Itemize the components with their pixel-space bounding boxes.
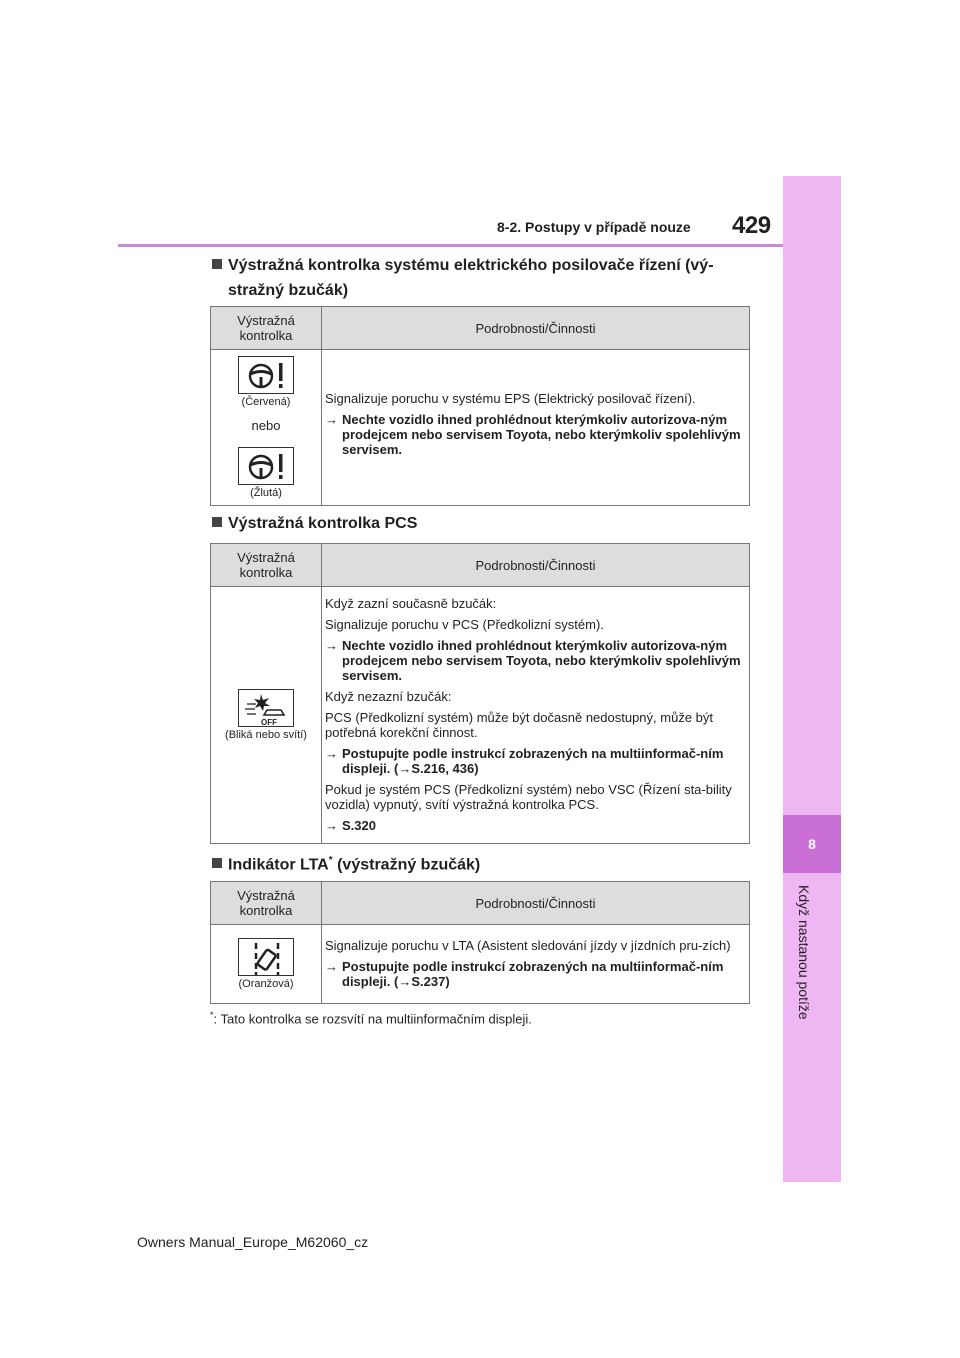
page-number: 429 [732, 212, 771, 239]
steering-warning-icon [238, 356, 294, 394]
svg-text:OFF: OFF [261, 718, 277, 727]
details-cell: Signalizuje poruchu v LTA (Asistent sledování jízdy v jízdních pru-zích) → Postupujte podle instrukcí zobrazených na multiinformač-ním displeji. (→S.237) [322, 925, 750, 1004]
heading-eps: Výstražná kontrolka systému elektrického posilovače řízení (vý- stražný bzučák) [212, 253, 714, 303]
arrow-icon: → [325, 817, 338, 833]
col-header-details: Podrobnosti/Činnosti [322, 544, 750, 587]
heading-pcs: Výstražná kontrolka PCS [212, 511, 417, 536]
arrow-icon: → [325, 958, 338, 974]
arrow-icon: → [325, 637, 338, 653]
eps-warning-table [210, 306, 750, 506]
chapter-label: Když nastanou potíže [796, 885, 812, 1020]
bullet-square-icon [212, 858, 222, 868]
details-cell: Když zazní současně bzučák: Signalizuje poruchu v PCS (Předkolizní systém). → Nechte vozidlo ihned prohlédnout kterýmkoliv autorizova-ným prodejcem nebo servisem Toyota, nebo kterýmkoliv spolehlivým servisem. Když nezazní bzučák: PCS (Předkolizní systém) může být dočasně nedostupný, může být potřebná korekční činnost. → Postupujte podle instrukcí zobrazených na multiinformač-ním displeji. (→S.216, 436) Pokud je systém PCS (Předkolizní systém) nebo VSC (Řízení sta-bility vozidla) vypnutý, svítí výstražná kontrolka PCS. → S.320 [322, 587, 750, 844]
lamp-caption: (Bliká nebo svítí) [225, 729, 307, 741]
footnote: *: Tato kontrolka se rozsvítí na multiinformačním displeji. [210, 1010, 532, 1027]
pcs-warning-table [210, 543, 750, 844]
section-title: 8-2. Postupy v případě nouze [497, 219, 691, 235]
col-header-lamp: Výstražná kontrolka [211, 882, 322, 925]
col-header-details: Podrobnosti/Činnosti [322, 307, 750, 350]
or-label: nebo [251, 418, 281, 433]
lamp-caption: (Oranžová) [238, 978, 294, 990]
lamp-caption-red: (Červená) [241, 396, 291, 408]
arrow-icon: → [325, 745, 338, 761]
arrow-icon: → [325, 411, 338, 427]
header-rule [118, 244, 783, 247]
bullet-square-icon [212, 517, 222, 527]
steering-warning-icon [238, 447, 294, 485]
page-link[interactable]: S.320 [342, 817, 376, 833]
heading-lta: Indikátor LTA* (výstražný bzučák) [212, 848, 480, 877]
col-header-details: Podrobnosti/Činnosti [322, 882, 750, 925]
chapter-number: 8 [783, 815, 841, 873]
col-header-lamp: Výstražná kontrolka [211, 307, 322, 350]
pcs-off-icon [238, 689, 294, 727]
lamp-cell [211, 350, 322, 506]
lamp-cell [211, 925, 322, 1004]
lamp-cell [211, 587, 322, 844]
lane-trace-warning-icon [238, 938, 294, 976]
lamp-caption-yellow: (Žlutá) [250, 487, 282, 499]
footer-manual-id: Owners Manual_Europe_M62060_cz [137, 1234, 369, 1250]
col-header-lamp: Výstražná kontrolka [211, 544, 322, 587]
bullet-square-icon [212, 259, 222, 269]
details-cell: Signalizuje poruchu v systému EPS (Elektrický posilovač řízení). → Nechte vozidlo ihned prohlédnout kterýmkoliv autorizova-ným prodejcem nebo servisem Toyota, nebo kterýmkoliv spolehlivým servisem. [322, 350, 750, 506]
side-tab [783, 176, 841, 1182]
lta-warning-table [210, 881, 750, 1004]
